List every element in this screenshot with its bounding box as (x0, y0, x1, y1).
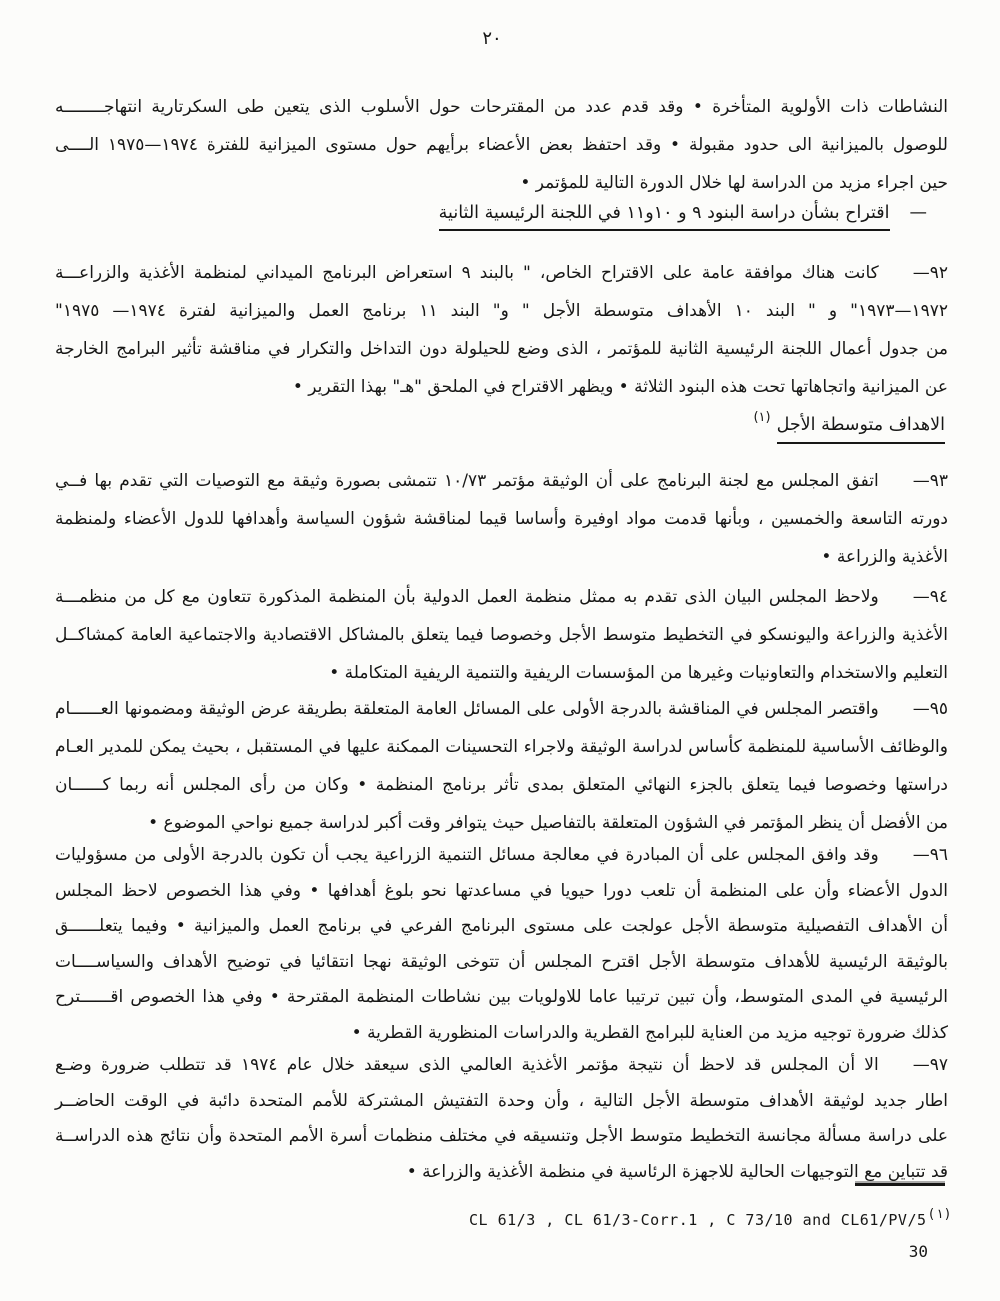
text-line: الأغذية والزراعة واليونسكو في التخطيط متوسط الأجل وخصوصا فيما يتعلق بالمشاكل الاقتصادية والاجتماعية العامة كمشاكــل (55, 625, 948, 645)
text-line: الرئيسية في المدى المتوسط، وأن تبين ترتيبا عاما للاولويات بين نشاطات المنظمة المقترحة • وفي هذا الخصوص اقــــــترح (55, 987, 948, 1007)
text-line: ٩٤— ولاحظ المجلس البيان الذى تقدم به ممثل منظمة العمل الدولية بأن المنظمة المذكورة تتعاون مع كل من منظمـــة (55, 587, 948, 607)
paragraph-94 (55, 578, 948, 692)
text-line: التعليم والاستخدام والتعاونيات وغيرها من المؤسسات الريفية والتنمية الريفية المتكاملة • (329, 663, 948, 683)
text-line: حين اجراء مزيد من الدراسة لها خلال الدورة التالية للمؤتمر • (520, 173, 948, 193)
text-line: اطار جديد لوثيقة الأهداف متوسطة الأجل التالية ، وأن وحدة التفتيش المشتركة للأمم المتحدة دائبة في الوقت الحاضــر (55, 1090, 948, 1111)
text-line: عن الميزانية واتجاهاتها تحت هذه البنود الثلاثة • ويظهر الاقتراح في الملحق "هـ" بهذا التقرير • (292, 377, 948, 397)
proposal-heading (439, 203, 927, 231)
heading-dash: — (909, 203, 927, 223)
text-line: والوظائف الأساسية للمنظمة كأساس لدراسة الوثيقة ولاجراء التحسينات الممكنة عليها في المستقبل ، بحيث يمكن للمدير العـام (55, 737, 948, 757)
text-line: النشاطات ذات الأولوية المتأخرة • وقد قدم عدد من المقترحات حول الأسلوب الذى يتعين طى السكرتارية انتهاجــــــــه (55, 97, 948, 117)
text-line: من الأفضل أن ينظر المؤتمر في الشؤون المتعلقة بالتفاصيل حيث يتوافر وقت أكبر لدراسة جميع نواحي الموضوع • (148, 813, 948, 833)
footnote (0, 1207, 952, 1229)
text-line: ٩٧— الا أن المجلس قد لاحظ أن نتيجة مؤتمر الأغذية العالمي الذى سيعقد خلال عام ١٩٧٤ قد تتطلب ضرورة وضـع (55, 1055, 948, 1075)
footnote-marker: (١) (927, 1207, 952, 1222)
footnote-marker: (١) (753, 410, 771, 425)
text-line: ٩٥— واقتصر المجلس في المناقشة بالدرجة الأولى على المسائل العامة المتعلقة بطريقة عرض الوثيقة ومضمونها العــــــام (55, 699, 948, 719)
text-line: كذلك ضرورة توجيه مزيد من العناية للبرامج القطرية والدراسات المنظورية القطرية • (351, 1022, 948, 1043)
footnote-separator (855, 1183, 945, 1186)
footnote-text: CL 61/3 , CL 61/3-Corr.1 , C 73/10 and CL61/PV/5 (469, 1211, 927, 1229)
page-number-top: ٢٠ (482, 28, 502, 49)
text-line: دراستها وخصوصا فيما يتعلق بالجزء النهائي المتعلق بمدى تأثر برنامج المنظمة • وكان من رأى المجلس أنه ربما كــــــان (55, 775, 948, 795)
text-line: الأغذية والزراعة • (821, 547, 948, 567)
text-line: أن الأهداف التفصيلية متوسطة الأجل عولجت على مستوى البرنامج الفرعي في برنامج العمل والميزانية • وفيما يتعلــــــق (55, 916, 948, 936)
text-line: دورته التاسعة والخمسين ، وبأنها قدمت مواد اوفيرة وأساسا قيما لمناقشة شؤون السياسة وأهدافها للدول الأعضاء ولمنظمة (55, 509, 948, 529)
text-line: بالوثيقة الرئيسية للأهداف متوسطة الأجل اقترح المجلس أن تتوخى الوثيقة نهجا انتقائيا في توضيح الأهداف والسياســــات (55, 951, 948, 972)
text-line: ٩٦— وقد وافق المجلس على أن المبادرة في معالجة مسائل التنمية الزراعية يجب أن تكون بالدرجة الأولى من مسؤوليات (55, 845, 948, 865)
text-line: من جدول أعمال اللجنة الرئيسية الثانية للمؤتمر ، الذى وضع للحيلولة دون التداخل والتكرار في مناقشة تأثير البرامج الخارجة (55, 339, 948, 359)
text-line: الدول الأعضاء وأن على المنظمة أن تلعب دورا حيويا في مساعدتها نحو بلوغ أهدافها • وفي هذا الخصوص لاحظ المجلس (55, 880, 948, 901)
text-line: قد تتباين مع التوجيهات الحالية للاجهزة الرئاسية في منظمة الأغذية والزراعة • (406, 1161, 948, 1182)
paragraph-95 (55, 690, 948, 842)
paragraph-97 (55, 1048, 948, 1190)
intro-paragraph (55, 88, 948, 202)
text-line: ١٩٧٢—١٩٧٣" و " البند ١٠ الأهداف متوسطة الأجل " و" البند ١١ برنامج العمل والميزانية لفترة ١٩٧٤— ١٩٧٥" (55, 301, 948, 321)
page-number-bottom: 30 (908, 1242, 928, 1261)
objectives-heading (753, 410, 945, 444)
text-line: للوصول بالميزانية الى حدود مقبولة • وقد احتفظ بعض الأعضاء برأيهم حول مستوى الميزانية للفترة ١٩٧٤—١٩٧٥ الــــى (55, 135, 948, 155)
text-line: على دراسة مسألة مجانسة التخطيط متوسط الأجل وتنسيقه في مختلف منظمات أسرة الأمم المتحدة وأن نتائج هذه الدراســة (55, 1126, 948, 1146)
text-line: ٩٣— اتفق المجلس مع لجنة البرنامج على أن الوثيقة مؤتمر ١٠/٧٣ تتمشى بصورة وثيقة مع التوصيات التي تقدم بها فــي (55, 471, 948, 491)
proposal-heading-text: اقتراح بشأن دراسة البنود ٩ و ١٠و١١ في اللجنة الرئيسية الثانية (439, 203, 890, 231)
paragraph-92 (55, 254, 948, 406)
objectives-heading-text: الاهداف متوسطة الأجل (777, 415, 945, 444)
text-line: ٩٢— كانت هناك موافقة عامة على الاقتراح الخاص، " بالبند ٩ استعراض البرنامج الميداني لمنظمة الأغذية والزراعـــة (55, 263, 948, 283)
paragraph-96 (55, 838, 948, 1051)
paragraph-93 (55, 462, 948, 576)
